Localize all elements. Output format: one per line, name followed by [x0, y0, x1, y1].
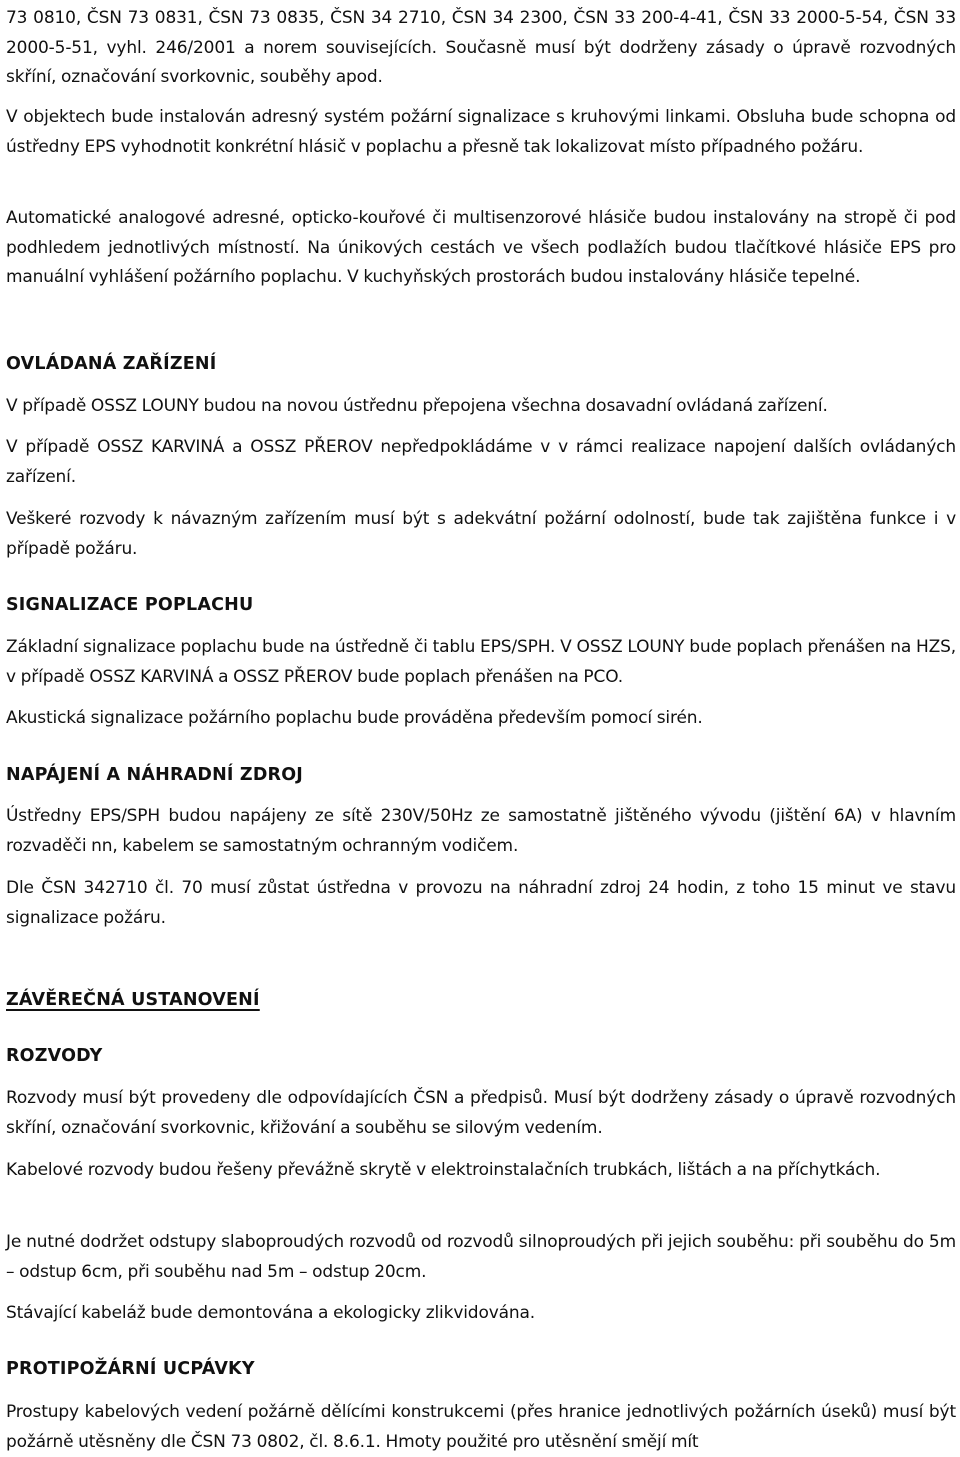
paragraph-wiring-standards: Rozvody musí být provedeny dle odpovídajících ČSN a předpisů. Musí být dodrženy zásady o úpravě rozvodných skříní, označování svorkovnic, křižování a souběhu se silovým vedením.: [6, 1088, 956, 1138]
paragraph-louny-devices: V případě OSSZ LOUNY budou na novou ústřednu přepojena všechna dosavadní ovládaná zařízení.: [6, 396, 828, 416]
heading-fire-seals: PROTIPOŽÁRNÍ UCPÁVKY: [6, 1359, 255, 1379]
paragraph-basic-signaling: Základní signalizace poplachu bude na ústředně či tablu EPS/SPH. V OSSZ LOUNY bude poplach přenášen na HZS, v případě OSSZ KARVINÁ a OSSZ PŘEROV bude poplach přenášen na PCO.: [6, 637, 956, 687]
paragraph-power-mains: Ústředny EPS/SPH budou napájeny ze sítě 230V/50Hz ze samostatně jištěného vývodu (jištění 6A) v hlavním rozvaděči nn, kabelem se samostatným ochranným vodičem.: [6, 806, 956, 856]
paragraph-fire-seals: Prostupy kabelových vedení požárně dělícími konstrukcemi (přes hranice jednotlivých požárních úseků) musí být požárně utěsněny dle ČSN 73 0802, čl. 8.6.1. Hmoty použité pro utěsnění smějí mít: [6, 1402, 956, 1452]
paragraph-standards-list: 73 0810, ČSN 73 0831, ČSN 73 0835, ČSN 34 2710, ČSN 34 2300, ČSN 33 200-4-41, ČSN 33 2000-5-54, ČSN 33 2000-5-51, vyhl. 246/2001 a norem souvisejících. Současně musí být dodrženy zásady o úpravě rozvodných skříní, označování svorkovnic, souběhy apod.: [6, 8, 956, 87]
heading-wiring: ROZVODY: [6, 1046, 103, 1066]
paragraph-clearances: Je nutné dodržet odstupy slaboproudých rozvodů od rozvodů silnoproudých při jejich souběhu: při souběhu do 5m – odstup 6cm, při souběhu nad 5m – odstup 20cm.: [6, 1232, 956, 1282]
heading-final-provisions: ZÁVĚREČNÁ USTANOVENÍ: [6, 990, 260, 1010]
paragraph-existing-cabling: Stávající kabeláž bude demontována a ekologicky zlikvidována.: [6, 1303, 536, 1323]
paragraph-cable-routing: Kabelové rozvody budou řešeny převážně skrytě v elektroinstalačních trubkách, lištách a na příchytkách.: [6, 1160, 881, 1180]
paragraph-backup-power: Dle ČSN 342710 čl. 70 musí zůstat ústředna v provozu na náhradní zdroj 24 hodin, z toho 15 minut ve stavu signalizace požáru.: [6, 878, 956, 928]
paragraph-addressable-system: V objektech bude instalován adresný systém požární signalizace s kruhovými linkami. Obsluha bude schopna od ústředny EPS vyhodnotit konkrétní hlásič v poplachu a přesně tak lokalizovat místo případného požáru.: [6, 107, 956, 157]
paragraph-detectors: Automatické analogové adresné, opticko-kouřové či multisenzorové hlásiče budou instalovány na stropě či pod podhledem jednotlivých místností. Na únikových cestách ve všech podlažích budou tlačítkové hlásiče EPS pro manuální vyhlášení požárního poplachu. V kuchyňských prostorách budou instalovány hlásiče tepelné.: [6, 208, 956, 287]
paragraph-karvina-prerov-devices: V případě OSSZ KARVINÁ a OSSZ PŘEROV nepředpokládáme v v rámci realizace napojení dalších ovládaných zařízení.: [6, 437, 956, 487]
paragraph-fire-resistance: Veškeré rozvody k návazným zařízením musí být s adekvátní požární odolností, bude tak zajištěna funkce i v případě požáru.: [6, 509, 956, 559]
paragraph-acoustic-signaling: Akustická signalizace požárního poplachu bude prováděna především pomocí sirén.: [6, 708, 703, 728]
heading-controlled-devices: OVLÁDANÁ ZAŘÍZENÍ: [6, 354, 217, 374]
heading-alarm-signaling: SIGNALIZACE POPLACHU: [6, 595, 254, 615]
heading-power-supply: NAPÁJENÍ A NÁHRADNÍ ZDROJ: [6, 765, 304, 785]
